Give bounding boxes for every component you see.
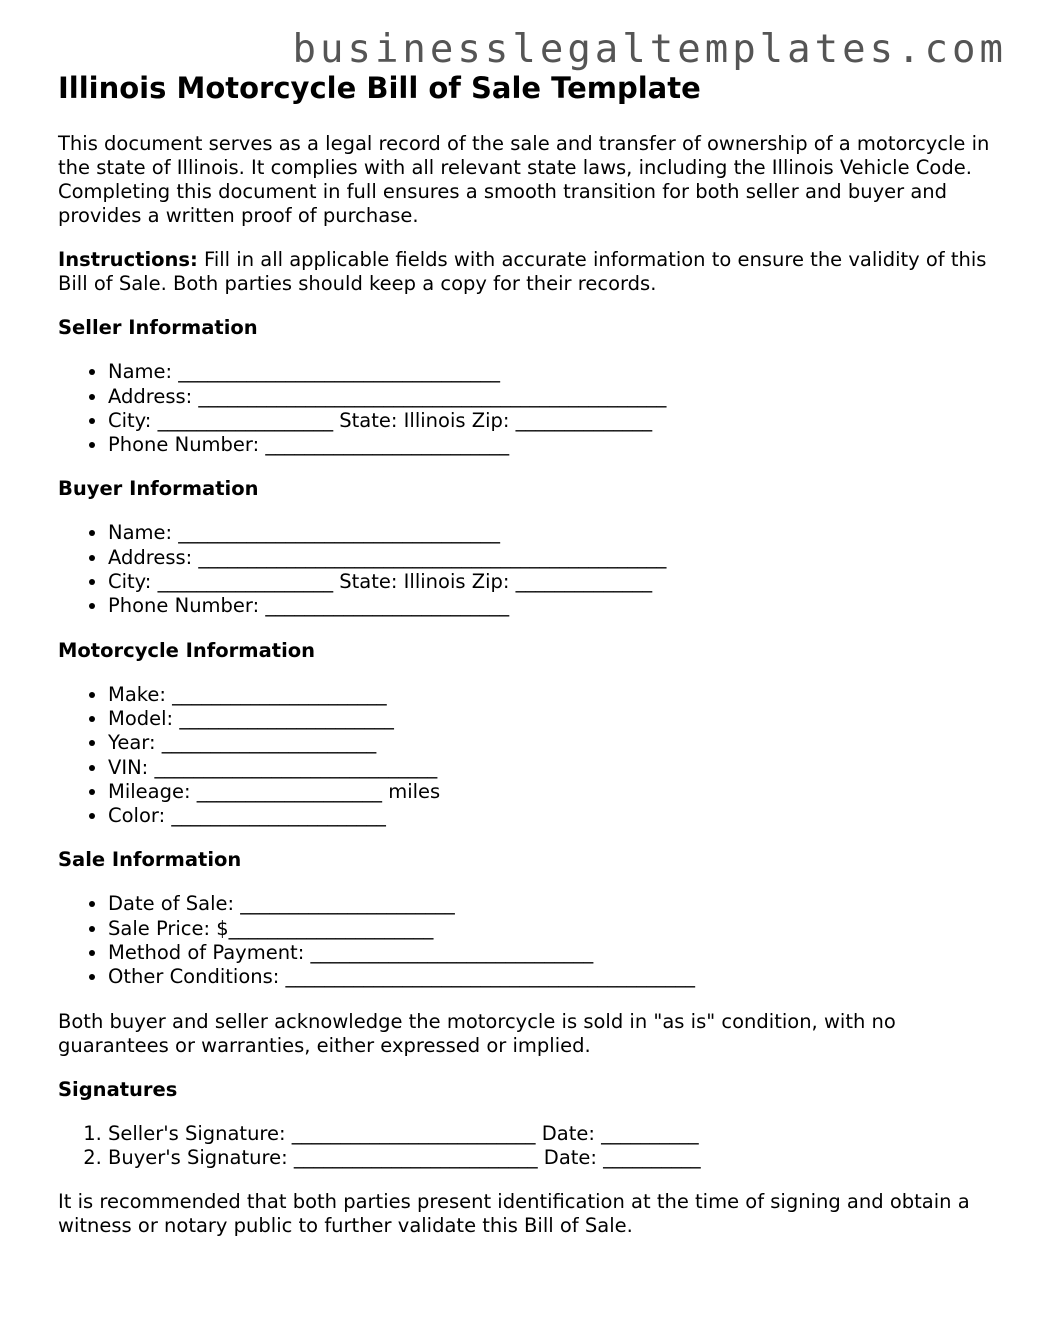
site-watermark: businesslegaltemplates.com	[292, 27, 1007, 72]
seller-signature-field: 1. Seller's Signature: _________________________ Date: __________	[108, 1122, 998, 1146]
sale-price-field: • Sale Price: $_____________________	[108, 917, 998, 941]
buyer-address-field: • Address: ________________________________________________	[108, 546, 998, 570]
mileage-field: • Mileage: ___________________ miles	[108, 780, 998, 804]
document-body	[58, 70, 998, 1258]
instructions-paragraph	[58, 248, 998, 296]
seller-address-field: • Address: ________________________________________________	[108, 385, 998, 409]
signatures-heading: Signatures	[58, 1077, 178, 1101]
color-field: • Color: ______________________	[108, 804, 998, 828]
page-title: Illinois Motorcycle Bill of Sale Template	[58, 71, 701, 105]
intro-paragraph: This document serves as a legal record of the sale and transfer of ownership of a motorcycle in the state of Illinois. It complies with all relevant state laws, including the Illinois Vehicle Code. Completing this document in full ensures a smooth transition for both seller and buyer and provides a written proof of purchase.	[58, 132, 990, 228]
motorcycle-heading: Motorcycle Information	[58, 638, 316, 662]
seller-phone-field: • Phone Number: _________________________	[108, 433, 998, 457]
seller-list	[58, 360, 998, 457]
sale-heading: Sale Information	[58, 848, 242, 872]
other-conditions-field: • Other Conditions: __________________________________________	[108, 965, 998, 989]
seller-name-field: • Name: _________________________________	[108, 360, 998, 384]
payment-method-field: • Method of Payment: _____________________________	[108, 941, 998, 965]
as-is-paragraph: Both buyer and seller acknowledge the motorcycle is sold in "as is" condition, with no guarantees or warranties, either expressed or implied.	[58, 1009, 896, 1057]
buyer-phone-field: • Phone Number: _________________________	[108, 594, 998, 618]
buyer-heading: Buyer Information	[58, 477, 259, 501]
sale-list	[58, 892, 998, 989]
buyer-signature-field: 2. Buyer's Signature: _________________________ Date: __________	[108, 1146, 998, 1170]
make-field: • Make: ______________________	[108, 683, 998, 707]
signatures-list	[58, 1122, 998, 1171]
seller-heading: Seller Information	[58, 316, 258, 340]
vin-field: • VIN: _____________________________	[108, 756, 998, 780]
buyer-city-state-zip-field: • City: __________________ State: Illinois Zip: ______________	[108, 570, 998, 594]
buyer-list	[58, 521, 998, 618]
date-of-sale-field: • Date of Sale: ______________________	[108, 892, 998, 916]
model-field: • Model: ______________________	[108, 707, 998, 731]
motorcycle-list	[58, 683, 998, 829]
year-field: • Year: ______________________	[108, 731, 998, 755]
instructions-label: Instructions:	[58, 248, 198, 272]
closing-paragraph: It is recommended that both parties present identification at the time of signing and obtain a witness or notary public to further validate this Bill of Sale.	[58, 1190, 970, 1238]
seller-city-state-zip-field: • City: __________________ State: Illinois Zip: ______________	[108, 409, 998, 433]
instructions-text: Fill in all applicable fields with accurate information to ensure the validity of this Bill of Sale. Both parties should keep a copy for their records.	[58, 248, 987, 296]
buyer-name-field: • Name: _________________________________	[108, 521, 998, 545]
